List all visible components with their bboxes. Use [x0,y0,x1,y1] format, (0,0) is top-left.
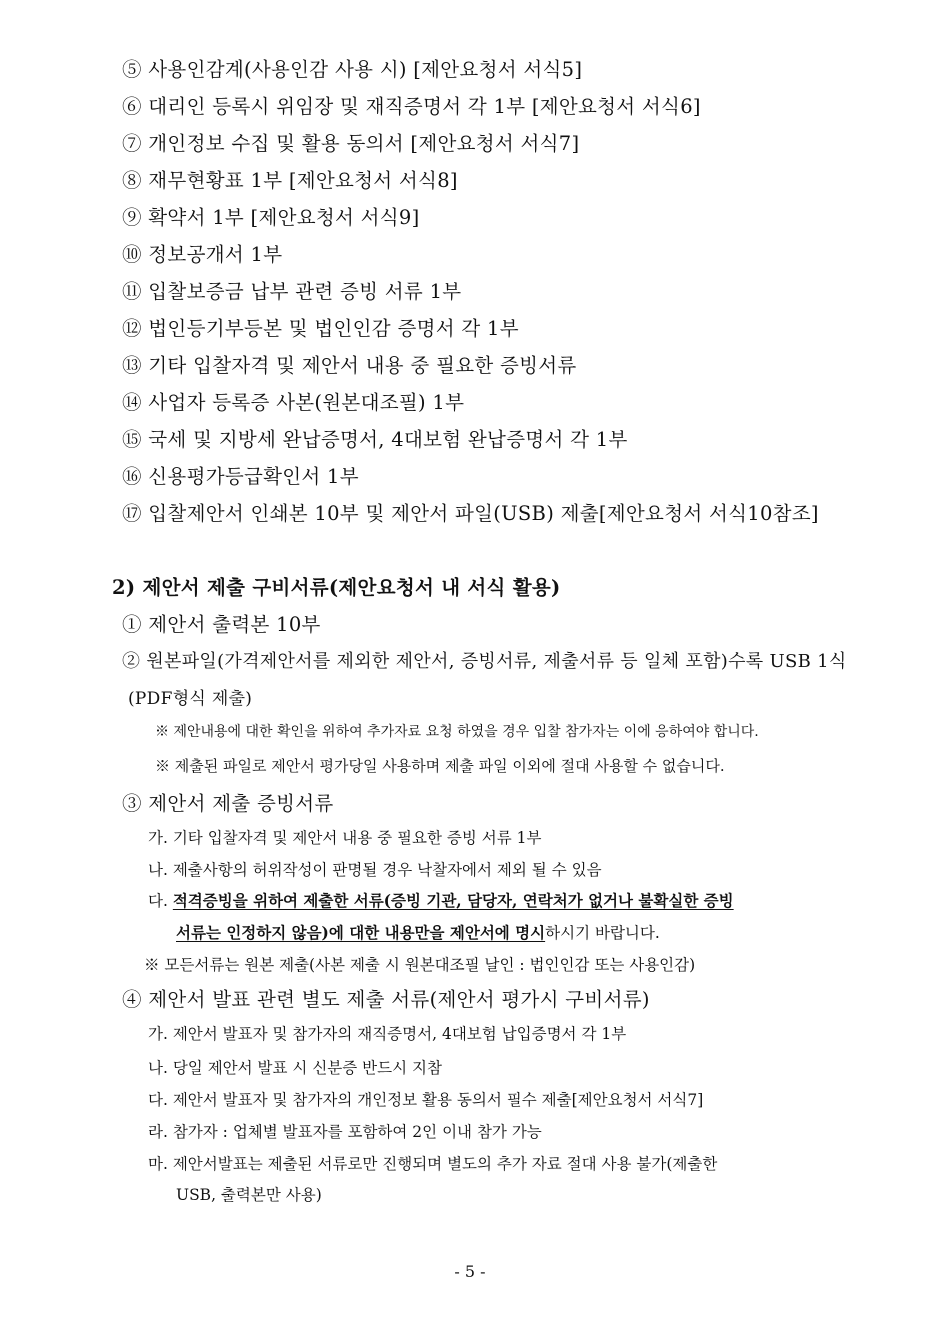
item4-sub-b: 나. 당일 제안서 발표 시 신분증 반드시 지참 [148,1059,442,1077]
item3-sub-c [148,889,734,911]
item4-sub-e-cont: USB, 출력본만 사용) [176,1186,322,1204]
item3-sub-c-rest: 하시기 바랍니다. [545,924,660,942]
item3-sub-c-cont [176,921,660,943]
note-3: ※ 모든서류는 원본 제출(사본 제출 시 원본대조필 날인 : 법인인감 또는 사용인감) [144,956,696,974]
page-number: - 5 - [454,1262,486,1281]
list-item-10: ⑩ 정보공개서 1부 [122,243,283,266]
section2-item-2: ② 원본파일(가격제안서를 제외한 제안서, 증빙서류, 제출서류 등 일체 포함)수록 USB 1식 [122,651,847,672]
item3-sub-c-emphasis-2: 서류는 인정하지 않음)에 대한 내용만을 제안서에 명시 [176,923,546,942]
item3-sub-c-prefix: 다. [148,892,173,910]
section-heading: 2) 제안서 제출 구비서류(제안요청서 내 서식 활용) [112,576,561,599]
item3-sub-c-emphasis-1: 적격증빙을 위하여 제출한 서류(증빙 기관, 담당자, 연락처가 없거나 불확실한 증빙 [172,891,734,910]
list-item-16: ⑯ 신용평가등급확인서 1부 [122,465,359,488]
note-2: ※ 제출된 파일로 제안서 평가당일 사용하며 제출 파일 이외에 절대 사용할 수 없습니다. [155,757,725,775]
item3-sub-b: 나. 제출사항의 허위작성이 판명될 경우 낙찰자에서 제외 될 수 있음 [148,861,602,879]
section2-item-4: ④ 제안서 발표 관련 별도 제출 서류(제안서 평가시 구비서류) [122,988,650,1011]
list-item-7: ⑦ 개인정보 수집 및 활용 동의서 [제안요청서 서식7] [122,132,580,155]
item4-sub-d: 라. 참가자 : 업체별 발표자를 포함하여 2인 이내 참가 가능 [148,1123,542,1141]
list-item-8: ⑧ 재무현황표 1부 [제안요청서 서식8] [122,169,458,192]
list-item-6: ⑥ 대리인 등록시 위임장 및 재직증명서 각 1부 [제안요청서 서식6] [122,95,701,118]
list-item-17: ⑰ 입찰제안서 인쇄본 10부 및 제안서 파일(USB) 제출[제안요청서 서식10참조] [122,502,819,525]
list-item-5: ⑤ 사용인감계(사용인감 사용 시) [제안요청서 서식5] [122,58,583,81]
section2-item-2-cont: (PDF형식 제출) [128,689,253,709]
note-1: ※ 제안내용에 대한 확인을 위하여 추가자료 요청 하였을 경우 입찰 참가자는 이에 응하여야 합니다. [155,724,759,740]
item4-sub-a: 가. 제안서 발표자 및 참가자의 재직증명서, 4대보험 납입증명서 각 1부 [148,1025,627,1043]
list-item-11: ⑪ 입찰보증금 납부 관련 증빙 서류 1부 [122,280,462,303]
list-item-14: ⑭ 사업자 등록증 사본(원본대조필) 1부 [122,391,465,414]
list-item-13: ⑬ 기타 입찰자격 및 제안서 내용 중 필요한 증빙서류 [122,354,577,377]
section2-item-1: ① 제안서 출력본 10부 [122,613,321,636]
item3-sub-a: 가. 기타 입찰자격 및 제안서 내용 중 필요한 증빙 서류 1부 [148,829,542,847]
item4-sub-c: 다. 제안서 발표자 및 참가자의 개인정보 활용 동의서 필수 제출[제안요청서 서식7] [148,1091,704,1109]
list-item-12: ⑫ 법인등기부등본 및 법인인감 증명서 각 1부 [122,317,519,340]
list-item-15: ⑮ 국세 및 지방세 완납증명서, 4대보험 완납증명서 각 1부 [122,428,628,451]
section2-item-3: ③ 제안서 제출 증빙서류 [122,792,334,815]
list-item-9: ⑨ 확약서 1부 [제안요청서 서식9] [122,206,420,229]
item4-sub-e: 마. 제안서발표는 제출된 서류로만 진행되며 별도의 추가 자료 절대 사용 불가(제출한 [148,1155,718,1173]
